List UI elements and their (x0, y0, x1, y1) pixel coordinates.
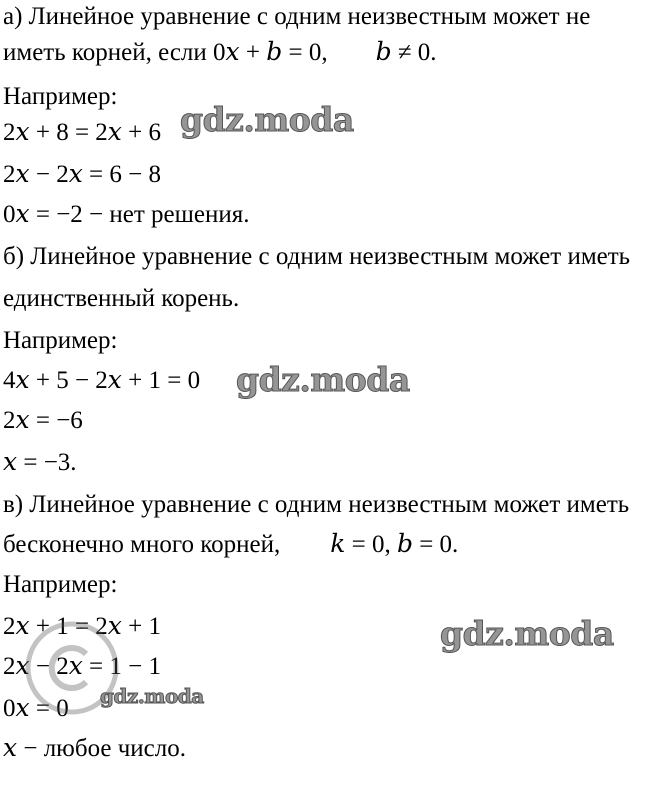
part-b-example-label: Например: (3, 327, 118, 354)
part-c-line-2 (3, 530, 458, 560)
watermark-1: gdz.moda (180, 100, 354, 139)
part-c-equation-1: 2𝑥 + 1 = 2𝑥 + 1 (3, 613, 161, 640)
part-a-line-1: а) Линейное уравнение с одним неизвестным может не (3, 3, 591, 30)
part-c-equation-4: 𝑥 − любое число. (3, 735, 186, 762)
part-c-example-label: Например: (3, 571, 118, 598)
part-a-example-label: Например: (3, 83, 118, 110)
watermark-4: gdz.moda (100, 684, 204, 708)
part-c-equation-2: 2𝑥 − 2𝑥 = 1 − 1 (3, 653, 161, 680)
watermark-3: gdz.moda (440, 614, 614, 653)
part-c-condition: 𝑘 = 0, 𝑏 = 0. (330, 531, 459, 558)
part-a-line-2-text: иметь корней, если 0𝑥 + 𝑏 = 0, (3, 39, 328, 66)
part-b-line-2: единственный корень. (3, 285, 240, 312)
part-a-line-2 (3, 38, 437, 68)
part-c-line-1: в) Линейное уравнение с одним неизвестным может иметь (3, 491, 630, 518)
watermark-2: gdz.moda (236, 360, 410, 399)
part-b-equation-2: 2𝑥 = −6 (3, 407, 83, 434)
part-a-equation-1: 2𝑥 + 8 = 2𝑥 + 6 (3, 119, 161, 146)
part-a-equation-2: 2𝑥 − 2𝑥 = 6 − 8 (3, 161, 161, 188)
part-a-equation-3: 0𝑥 = −2 − нет решения. (3, 201, 250, 228)
part-b-equation-3: 𝑥 = −3. (3, 449, 77, 476)
part-a-condition: 𝑏 ≠ 0. (375, 39, 437, 66)
part-c-equation-3: 0𝑥 = 0 (3, 695, 69, 722)
part-b-equation-1: 4𝑥 + 5 − 2𝑥 + 1 = 0 (3, 367, 201, 394)
part-c-line-2-text: бесконечно много корней, (3, 531, 281, 558)
part-b-line-1: б) Линейное уравнение с одним неизвестным может иметь (3, 243, 631, 270)
